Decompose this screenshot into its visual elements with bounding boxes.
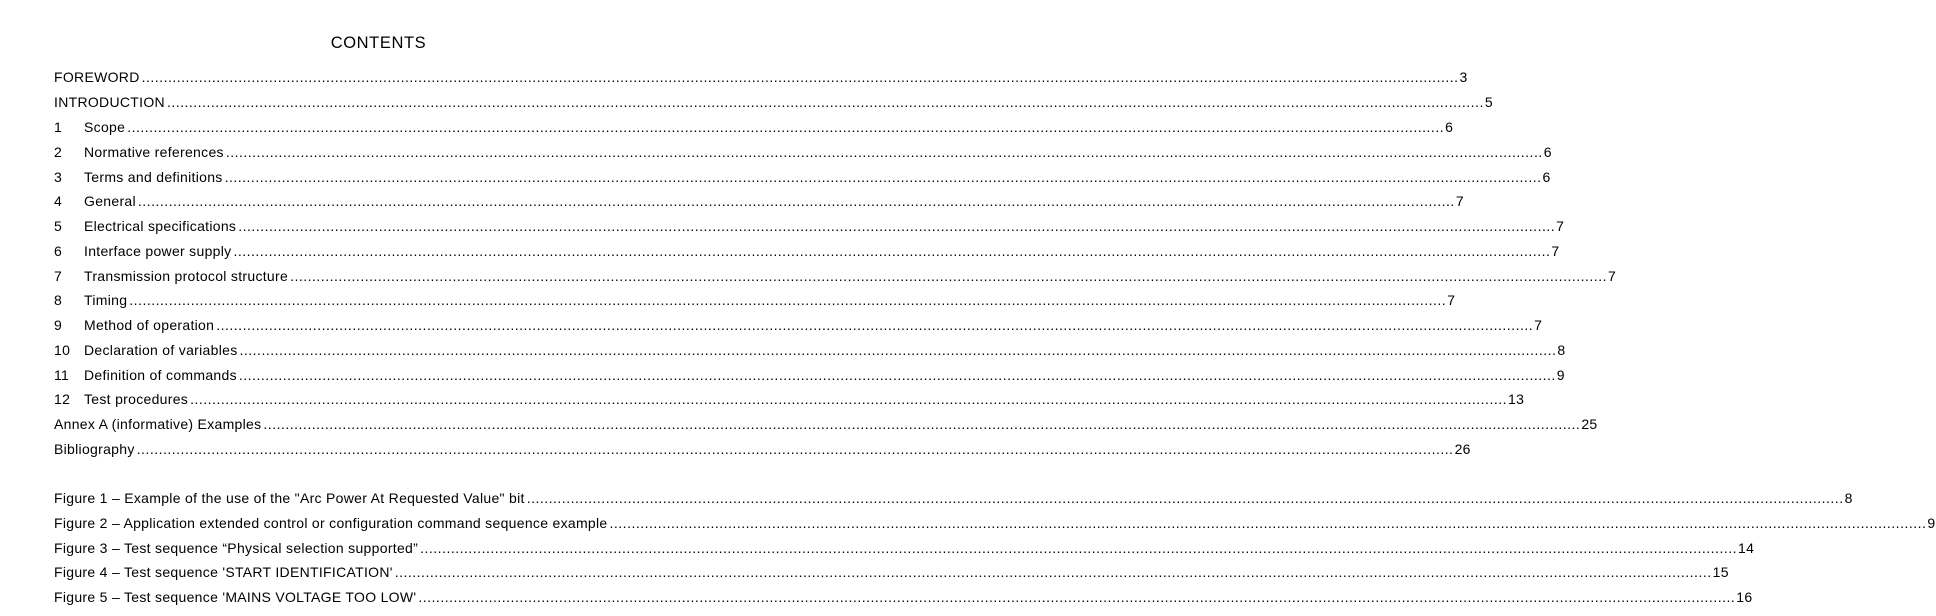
- dot-leader: ............................................................................................................................................................................................................................................................................................................: [290, 268, 1607, 284]
- toc-entry-number: 12: [54, 391, 71, 407]
- toc-entry-label: Bibliography: [54, 441, 135, 457]
- toc-entry-page: 8: [1557, 342, 1566, 358]
- toc-entry-label: INTRODUCTION: [54, 94, 165, 110]
- toc-entry[interactable]: [54, 215, 1565, 235]
- toc-entry-page: 26: [1454, 441, 1471, 457]
- dot-leader: ............................................................................................................................................................................................................................................................................................................: [239, 342, 1557, 358]
- page-title: CONTENTS: [330, 34, 427, 52]
- dot-leader: ............................................................................................................................................................................................................................................................................................................: [216, 317, 1534, 333]
- toc-entry-number: 7: [54, 268, 63, 284]
- toc-entry-number: 1: [54, 119, 63, 135]
- figure-entry-page: 14: [1738, 540, 1755, 556]
- toc-entry[interactable]: [54, 388, 1525, 408]
- toc-entry[interactable]: [54, 190, 1464, 210]
- figure-entry-label: Figure 1 – Example of the use of the "Arc Power At Requested Value" bit: [54, 490, 525, 506]
- toc-entry-page: 7: [1447, 292, 1456, 308]
- toc-entry-page: 7: [1607, 268, 1617, 284]
- dot-leader: ............................................................................................................................................................................................................................................................................................................: [394, 564, 1712, 580]
- dot-leader: ............................................................................................................................................................................................................................................................................................................: [263, 416, 1581, 432]
- dot-leader: ............................................................................................................................................................................................................................................................................................................: [225, 144, 1543, 160]
- toc-entry-label: Test procedures: [84, 391, 189, 407]
- toc-entry[interactable]: [54, 166, 1551, 186]
- toc-entry-label: Definition of commands: [84, 367, 237, 383]
- figure-entry-page: 8: [1844, 490, 1853, 506]
- dot-leader: ............................................................................................................................................................................................................................................................................................................: [418, 589, 1736, 605]
- toc-entry-page: 9: [1556, 367, 1565, 383]
- toc-entry[interactable]: [54, 438, 1471, 458]
- dot-leader: ............................................................................................................................................................................................................................................................................................................: [129, 292, 1447, 308]
- figure-entry-page: 9: [1927, 515, 1936, 531]
- dot-leader: ............................................................................................................................................................................................................................................................................................................: [141, 69, 1459, 85]
- toc-entry[interactable]: [54, 413, 1598, 433]
- toc-entry-page: 3: [1459, 69, 1468, 85]
- figure-entry[interactable]: [54, 537, 1755, 557]
- toc-entry[interactable]: [54, 339, 1566, 359]
- toc-entry-page: 5: [1484, 94, 1493, 110]
- figure-entry-label: Figure 3 – Test sequence “Physical selection supported”: [54, 540, 419, 556]
- toc-entry-page: 7: [1556, 218, 1565, 234]
- figure-entry-page: 16: [1736, 589, 1753, 605]
- figure-entry[interactable]: [54, 561, 1729, 581]
- toc-entry-page: 25: [1581, 416, 1598, 432]
- toc-entry-label: Electrical specifications: [84, 218, 237, 234]
- toc-entry[interactable]: [54, 116, 1454, 136]
- toc-entry-label: Annex A (informative) Examples: [54, 416, 262, 432]
- toc-entry-label: Declaration of variables: [84, 342, 238, 358]
- toc-entry-page: 6: [1543, 144, 1552, 160]
- toc-entry[interactable]: [54, 141, 1552, 161]
- toc-entry-page: 13: [1508, 391, 1525, 407]
- toc-entry-label: Interface power supply: [84, 243, 232, 259]
- dot-leader: ............................................................................................................................................................................................................................................................................................................: [526, 490, 1844, 506]
- dot-leader: ............................................................................................................................................................................................................................................................................................................: [238, 218, 1556, 234]
- toc-entry[interactable]: [54, 240, 1560, 260]
- dot-leader: ............................................................................................................................................................................................................................................................................................................: [224, 169, 1542, 185]
- toc-entry-number: 6: [54, 243, 63, 259]
- toc-entry-number: 9: [54, 317, 63, 333]
- dot-leader: ............................................................................................................................................................................................................................................................................................................: [137, 193, 1455, 209]
- toc-entry-label: FOREWORD: [54, 69, 140, 85]
- toc-entry-label: Method of operation: [84, 317, 215, 333]
- toc-entry[interactable]: [54, 364, 1565, 384]
- toc-entry-page: 7: [1551, 243, 1560, 259]
- figure-entry[interactable]: [54, 586, 1753, 606]
- toc-entry-number: 4: [54, 193, 63, 209]
- dot-leader: ............................................................................................................................................................................................................................................................................................................: [136, 441, 1454, 457]
- toc-entry-label: Timing: [84, 292, 128, 308]
- figure-entry-label: Figure 4 – Test sequence 'START IDENTIFICATION': [54, 564, 393, 580]
- toc-entry-page: 7: [1534, 317, 1543, 333]
- toc-entry-number: 5: [54, 218, 63, 234]
- figure-entry[interactable]: [54, 512, 1936, 532]
- toc-entry-page: 7: [1455, 193, 1464, 209]
- figure-entry-page: 15: [1712, 564, 1729, 580]
- toc-entry-label: Transmission protocol structure: [84, 268, 289, 284]
- toc-entry[interactable]: [54, 91, 1493, 111]
- toc-entry[interactable]: [54, 66, 1468, 86]
- dot-leader: ............................................................................................................................................................................................................................................................................................................: [166, 94, 1484, 110]
- dot-leader: ............................................................................................................................................................................................................................................................................................................: [238, 367, 1556, 383]
- toc-entry-page: 6: [1445, 119, 1454, 135]
- toc-entry-label: Terms and definitions: [84, 169, 223, 185]
- toc-entry[interactable]: [54, 265, 1617, 285]
- toc-entry-label: General: [84, 193, 136, 209]
- dot-leader: ............................................................................................................................................................................................................................................................................................................: [127, 119, 1445, 135]
- dot-leader: ............................................................................................................................................................................................................................................................................................................: [233, 243, 1551, 259]
- toc-entry[interactable]: [54, 289, 1456, 309]
- toc-entry-page: 6: [1542, 169, 1551, 185]
- dot-leader: ............................................................................................................................................................................................................................................................................................................: [609, 515, 1927, 531]
- toc-entry-number: 8: [54, 292, 63, 308]
- figure-entry-label: Figure 5 – Test sequence 'MAINS VOLTAGE TOO LOW': [54, 589, 417, 605]
- dot-leader: ............................................................................................................................................................................................................................................................................................................: [190, 391, 1508, 407]
- toc-entry-number: 10: [54, 342, 71, 358]
- toc-entry-label: Normative references: [84, 144, 224, 160]
- toc-entry[interactable]: [54, 314, 1543, 334]
- figure-entry[interactable]: [54, 487, 1853, 507]
- toc-entry-label: Scope: [84, 119, 126, 135]
- toc-entry-number: 3: [54, 169, 63, 185]
- figure-entry-label: Figure 2 – Application extended control or configuration command sequence example: [54, 515, 608, 531]
- toc-entry-number: 2: [54, 144, 63, 160]
- toc-entry-number: 11: [54, 367, 70, 383]
- dot-leader: ............................................................................................................................................................................................................................................................................................................: [420, 540, 1738, 556]
